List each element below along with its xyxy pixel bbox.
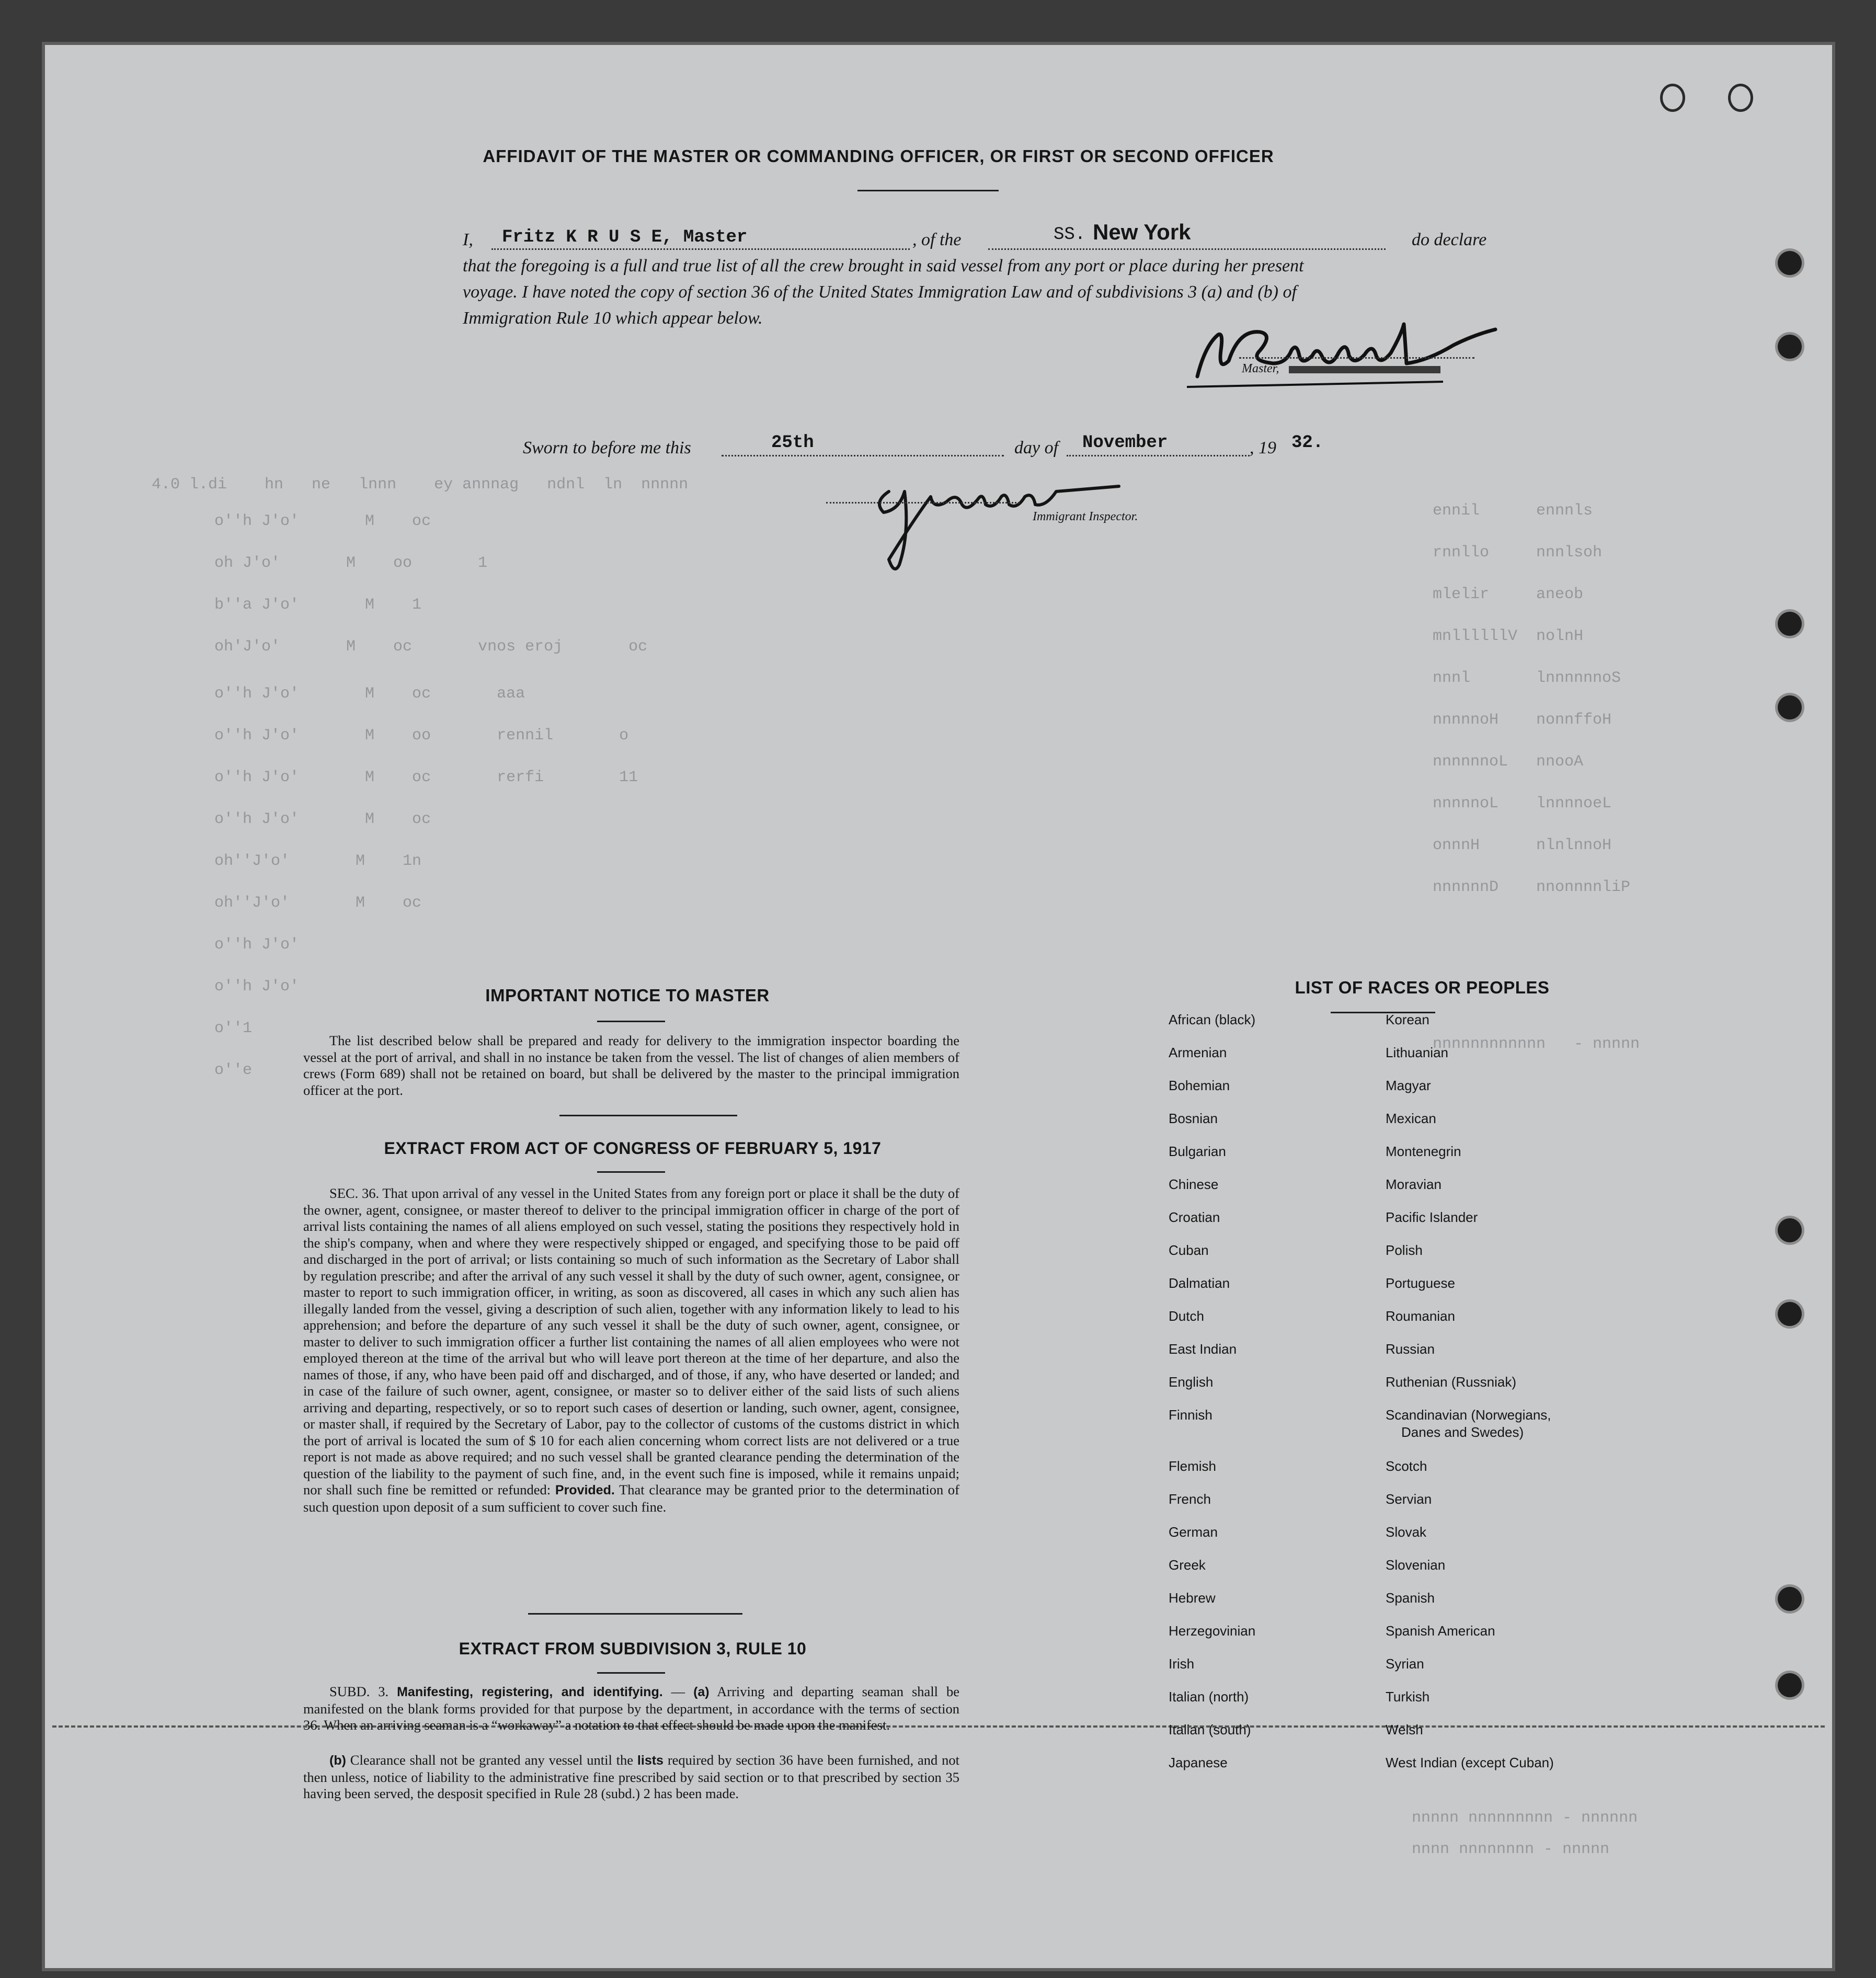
race-item: Danes and Swedes) (1401, 1424, 1524, 1440)
provided-label: Provided. (555, 1483, 615, 1497)
race-item: Montenegrin (1386, 1144, 1461, 1159)
act-title-rule (597, 1171, 665, 1173)
race-item: Magyar (1386, 1078, 1431, 1093)
affidavit-do-declare: do declare (1412, 230, 1487, 249)
race-item: Greek (1169, 1557, 1206, 1573)
race-item: Polish (1386, 1242, 1423, 1258)
rule10-text-a: SUBD. 3. Manifesting, registering, and identifying. — (a) Arriving and departing seaman shall be manifested on the blank forms provided for that purpose by the department, in accordance with the terms of section 36. When an arriving seaman is a “workaway” a notation to that effect should be made upon the manifest. (303, 1684, 960, 1733)
race-item: Korean (1386, 1012, 1429, 1027)
ship-name-line (988, 248, 1386, 250)
punch-hole (1778, 1302, 1802, 1326)
race-item: Bohemian (1169, 1078, 1230, 1093)
race-item: Welsh (1386, 1722, 1423, 1737)
race-item: Mexican (1386, 1111, 1436, 1126)
race-item: Bulgarian (1169, 1144, 1226, 1159)
affidavit-of-the: , of the (912, 230, 962, 249)
ship-name-field: New York (1093, 220, 1191, 244)
race-item: Lithuanian (1386, 1045, 1448, 1060)
race-item: Armenian (1169, 1045, 1227, 1060)
race-item: Spanish (1386, 1590, 1435, 1606)
struck-title-text (1289, 366, 1440, 373)
punch-hole (1778, 1673, 1802, 1697)
punch-hole (1778, 695, 1802, 719)
race-item: Pacific Islander (1386, 1209, 1478, 1225)
affidavit-i: I, (463, 230, 473, 249)
race-item: German (1169, 1524, 1218, 1540)
sworn-month-field: November (1082, 433, 1168, 453)
race-item: Flemish (1169, 1458, 1217, 1474)
punch-hole (1778, 335, 1802, 359)
punch-hole (1778, 1218, 1802, 1242)
sworn-day-line (722, 455, 1004, 456)
lists-word: lists (637, 1753, 664, 1768)
race-item: Bosnian (1169, 1111, 1218, 1126)
master-signature-line (1239, 357, 1474, 359)
race-item: Scotch (1386, 1458, 1427, 1474)
race-item: Finnish (1169, 1407, 1212, 1423)
day-of-label: day of (1014, 438, 1059, 458)
year-prefix: , 19 (1250, 438, 1276, 458)
notice-title: IMPORTANT NOTICE TO MASTER (485, 986, 770, 1005)
punch-hole-ring (1728, 84, 1753, 112)
master-signature (1182, 314, 1506, 392)
race-item: Japanese (1169, 1755, 1228, 1770)
year-field: 32. (1291, 433, 1324, 453)
race-item: Cuban (1169, 1242, 1209, 1258)
race-item: Herzegovinian (1169, 1623, 1256, 1639)
race-item: Croatian (1169, 1209, 1220, 1225)
rule10-text-b: (b) Clearance shall not be granted any vessel until the lists required by section 36 have been furnished, and not then unless, notice of liability to the administrative fine prescribed by said section or to that prescribed by section 35 having been served, the desposit specified in Rule 28 (subd.) 2 has been made. (303, 1752, 960, 1801)
affidavit-line-4: Immigration Rule 10 which appear below. (463, 308, 763, 328)
sworn-day-field: 25th (771, 433, 814, 453)
inspector-signature-line (826, 502, 1020, 504)
affidavit-title-rule (857, 190, 999, 191)
rule10-title: EXTRACT FROM SUBDIVISION 3, RULE 10 (459, 1639, 807, 1658)
race-item: East Indian (1169, 1341, 1237, 1357)
master-label: Master, (1242, 362, 1279, 375)
race-item: Spanish American (1386, 1623, 1495, 1639)
races-title: LIST OF RACES OR PEOPLES (1295, 978, 1550, 997)
race-item: Dutch (1169, 1308, 1204, 1324)
act-end-rule (528, 1613, 742, 1615)
notice-end-rule (559, 1115, 737, 1116)
affidavit-line-3: voyage. I have noted the copy of section 36 of the United States Immigration Law and of subdivisions 3 (a) and (b) of (463, 282, 1297, 302)
affidavit-line-2: that the foregoing is a full and true list of all the crew brought in said vessel from any port or place during her present (463, 256, 1304, 276)
race-item: Portuguese (1386, 1275, 1455, 1291)
race-item: Scandinavian (Norwegians, (1386, 1407, 1551, 1423)
ship-prefix: SS. (1054, 225, 1086, 245)
document-page: 4.0 l.di hn ne lnnn ey annnag ndnl ln nnnnn o''h J'o' M oc oh J'o' M oo 1 b''a J'o' M 1 oh'J'o' M oc vnos eroj oc o''h J'o' M oc aaa o''h J'o' M oo rennil o o''h J'o' M oc rerfi 11 o''h J'o' M oc oh''J'o' M 1n oh''J'o' M oc o''h J'o' o''h J'o' o''1 o''e ennil ennnls rnnllo nnnlsoh mlelir aneob mnllllllV nolnH nnnl lnnnnnnoS nnnnnoH nonnffoH nnnnnnoL nnooA nnnnnoL lnnnnoeL onnnH nlnlnnoH nnnnnnD nnonnnnliP nnnnnnnnnnnn - nnnnn nnnnn nnnnnnnnn - nnnnnn nnnn nnnnnnnn - nnnnn AFFIDAVIT OF THE MASTER OR COMMANDING OFFICER, OR FIRST OR SECOND OFFICER I, Fritz K R U S E, Master , of the SS. New York do declare that the foregoing is a full and true list of all the crew brought in said vessel from any port or place during her present voyage. I have noted the copy of section 36 of the United States Immigration Law and of subdivisions 3 (a) and (b) of Immigration Rule 10 which appear below. Master, Sworn to before me this 25th day of November , 19 32. Immigrant Inspector. IMPORTANT NOTICE TO MASTER The list described below shall be prepared and ready for delivery to the immigration inspector boarding the vessel at the port of arrival, and shall in no instance be taken from the vessel. The list of changes of alien members of crews (Form 689) shall not be retained on board, but shall be delivered by the master to the principal immigration officer at the port. EXTRACT FROM ACT OF CONGRESS OF FEBRUARY 5, 1917 SEC. 36. That upon arrival of any vessel in the United States from any foreign port or place it shall be the duty of the owner, agent, consignee, or master thereof to deliver to the principal immigration officer in charge of the port of arrival lists containing the names of all aliens employed on such vessel, stating the positions they respectively hold in the ship's company, when and where they were respectively shipped or engaged, and specifying those to be paid off and discharged in the port of arrival; or lists containing so much of such information as the Secretary of Labor shall by regulation prescribe; and after the arrival of any such vessel it shall by the duty of such owner, agent, consignee, or master to report to such immigration officer, in writing, as soon as discovered, all cases in which any such alien has illegally landed from the vessel, giving a description of such alien, together with any information likely to lead to his apprehension; and before the departure of any such vessel it shall be the duty of such owner, agent, consignee, or master to deliver to such immigration officer a further list containing the names of all alien employees who were not employed thereon at the time of the arrival but who will leave port thereon at the time of her departure, and also the names of those, if any, who have been paid off and discharged, and of those, if any, who have deserted or landed; and in case of the failure of such owner, agent, consignee, or master so to deliver either of the said lists of such aliens arriving and departing, respectively, or so to report such cases of desertion or landing, such owner, agent, consignee, or master shall, if required by the Secretary of Labor, pay to the collector of customs of the customs district in which the port of arrival is located the sum of $ 10 for each alien concerning whom correct lists are not delivered or a true report is not made as above required; and no such vessel shall be granted clearance pending the determination of the question of the liability to the payment of such fine, and, in the event such fine is imposed, while it remains unpaid; nor shall such fine be remitted or refunded: Provided. That clearance may be granted prior to the determination of such question upon deposit of a sum sufficient to cover such fine. EXTRACT FROM SUBDIVISION 3, RULE 10 SUBD. 3. Manifesting, registering, and identifying. — (a) Arriving and departing seaman shall be manifested on the blank forms provided for that purpose by the department, in accordance with the terms of section 36. When an arriving seaman is a “workaway” a notation to that effect should be made upon the manifest. (b) Clearance shall not be granted any vessel until the lists required by section 36 have been furnished, and not then unless, notice of liability to the administrative fine prescribed by said section or to that prescribed by section 35 having been served, the desposit specified in Rule 28 (subd.) 2 has been made. LIST OF RACES OR PEOPLES African (black) Armenian Bohemian Bosnian Bulgarian Chinese Croatian Cuban Dalmatian Dutch East Indian English Finnish Flemish French German Greek Hebrew Herzegovinian Irish Italian (north) Italian (south) Japanese Korean Lithuanian Magyar Mexican Montenegrin Moravian Pacific Islander Polish Portuguese Roumanian Russian Ruthenian (Russniak) Scandinavian (Norwegians, Danes and Swedes) Scotch Servian Slovak Slovenian Spanish Spanish American Syrian Turkish Welsh West Indian (except Cuban) (42, 42, 1835, 1971)
race-item: Chinese (1169, 1176, 1219, 1192)
race-item: Roumanian (1386, 1308, 1455, 1324)
punch-hole (1778, 251, 1802, 275)
notice-text: The list described below shall be prepared and ready for delivery to the immigration inspector boarding the vessel at the port of arrival, and shall in no instance be taken from the vessel. The list of changes of alien members of crews (Form 689) shall not be retained on board, but shall be delivered by the master to the principal immigration officer at the port. (303, 1033, 959, 1098)
affidavit-title: AFFIDAVIT OF THE MASTER OR COMMANDING OFFICER, OR FIRST OR SECOND OFFICER (483, 146, 1274, 166)
race-item: Russian (1386, 1341, 1435, 1357)
race-item: French (1169, 1491, 1211, 1507)
punch-hole (1778, 1587, 1802, 1611)
rule10-title-rule (597, 1672, 665, 1674)
race-item: Servian (1386, 1491, 1432, 1507)
punch-hole-ring (1660, 84, 1685, 112)
race-item: Turkish (1386, 1689, 1430, 1705)
race-item: Italian (south) (1169, 1722, 1251, 1737)
subd-heading: Manifesting, registering, and identifying. (397, 1685, 663, 1699)
race-item: Slovenian (1386, 1557, 1446, 1573)
master-name-line (491, 248, 910, 250)
inspector-label: Immigrant Inspector. (1033, 510, 1138, 523)
race-item: Hebrew (1169, 1590, 1216, 1606)
race-item: Syrian (1386, 1656, 1424, 1672)
act-text: SEC. 36. That upon arrival of any vessel in the United States from any foreign port or place it shall be the duty of the owner, agent, consignee, or master thereof to deliver to the principal immigration officer in charge of the port of arrival lists containing the names of all aliens employed on such vessel, stating the positions they respectively hold in the ship's company, when and where they were respectively shipped or engaged, and specifying those to be paid off and discharged in the port of arrival; or lists containing so much of such information as the Secretary of Labor shall by regulation prescribe; and after the arrival of any such vessel it shall by the duty of such owner, agent, consignee, or master to report to such immigration officer, in writing, as soon as discovered, all cases in which any such alien has illegally landed from the vessel, giving a description of such alien, together with any information likely to lead to his apprehension; and before the departure of any such vessel it shall be the duty of such owner, agent, consignee, or master to deliver to such immigration officer a further list containing the names of all alien employees who were not employed thereon at the time of the arrival but who will leave port thereon at the time of her departure, and also the names of those, if any, who have been paid off and discharged, and of those, if any, who have deserted or landed; and in case of the failure of such owner, agent, consignee, or master so to deliver either of the said lists of such aliens arriving and departing, respectively, or so to report such cases of desertion or landing, such owner, agent, consignee, or master shall, if required by the Secretary of Labor, pay to the collector of customs of the customs district in which the port of arrival is located the sum of $ 10 for each alien concerning whom correct lists are not delivered or a true report is not made as above required; and no such vessel shall be granted clearance pending the determination of the question of the liability to the payment of such fine, and, in the event such fine is imposed, while it remains unpaid; nor shall such fine be remitted or refunded: Provided. That clearance may be granted prior to the determination of such question upon deposit of a sum sufficient to cover such fine. (303, 1185, 960, 1515)
race-item: African (black) (1169, 1012, 1256, 1027)
race-item: Italian (north) (1169, 1689, 1249, 1705)
act-title: EXTRACT FROM ACT OF CONGRESS OF FEBRUARY 5, 1917 (384, 1139, 882, 1158)
sworn-prefix: Sworn to before me this (523, 438, 691, 458)
race-item: Slovak (1386, 1524, 1427, 1540)
notice-title-rule (597, 1021, 665, 1022)
race-item: Moravian (1386, 1176, 1442, 1192)
sworn-month-line (1067, 455, 1250, 456)
race-item: Dalmatian (1169, 1275, 1230, 1291)
race-item: West Indian (except Cuban) (1386, 1755, 1554, 1770)
master-name-field: Fritz K R U S E, Master (502, 227, 748, 247)
race-item: Irish (1169, 1656, 1195, 1672)
race-item: Ruthenian (Russniak) (1386, 1374, 1517, 1390)
punch-hole (1778, 612, 1802, 636)
race-item: English (1169, 1374, 1214, 1390)
